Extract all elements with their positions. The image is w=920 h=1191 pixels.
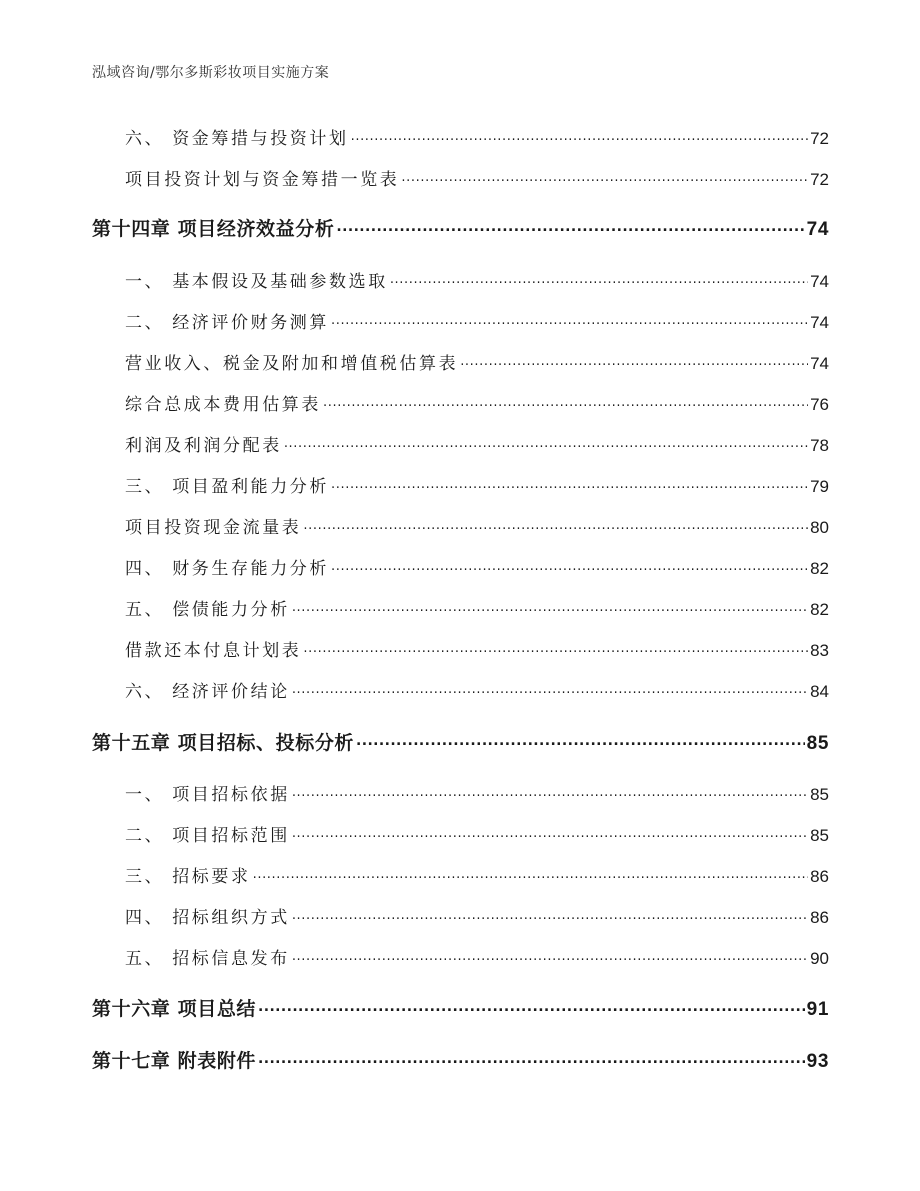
toc-entry-page: 79 bbox=[810, 477, 829, 496]
toc-entry[interactable] bbox=[125, 349, 829, 374]
toc-chapter-label: 第十六章 项目总结 bbox=[92, 998, 257, 1020]
toc-entry[interactable] bbox=[125, 677, 829, 702]
toc-entry-page: 84 bbox=[810, 682, 829, 701]
dot-leader bbox=[292, 824, 808, 841]
toc-chapter-label: 第十四章 项目经济效益分析 bbox=[92, 218, 335, 240]
toc-entry-label: 项目投资计划与资金筹措一览表 bbox=[125, 170, 400, 190]
toc-entry[interactable] bbox=[125, 472, 829, 497]
toc-entry-label: 项目投资现金流量表 bbox=[125, 518, 302, 538]
toc-entry-label: 三、 项目盈利能力分析 bbox=[125, 477, 330, 497]
dot-leader bbox=[258, 1048, 805, 1067]
toc-chapter-label: 第十七章 附表附件 bbox=[92, 1050, 257, 1072]
toc-entry-label: 综合总成本费用估算表 bbox=[125, 395, 321, 415]
toc-entry[interactable] bbox=[125, 903, 829, 928]
toc-entry[interactable] bbox=[125, 431, 829, 456]
dot-leader bbox=[331, 311, 808, 328]
toc-entry-label: 五、 招标信息发布 bbox=[125, 949, 290, 969]
dot-leader bbox=[460, 352, 808, 369]
toc-entry-page: 83 bbox=[810, 641, 829, 660]
toc-entry-label: 五、 偿债能力分析 bbox=[125, 600, 290, 620]
toc-chapter-page: 85 bbox=[806, 733, 829, 754]
toc-chapter[interactable] bbox=[92, 728, 829, 755]
toc-entry-page: 82 bbox=[810, 559, 829, 578]
toc-entry-label: 四、 财务生存能力分析 bbox=[125, 559, 330, 579]
dot-leader bbox=[390, 270, 808, 287]
toc-entry-page: 76 bbox=[810, 395, 829, 414]
toc-entry-label: 一、 项目招标依据 bbox=[125, 785, 290, 805]
toc-entry-label: 一、 基本假设及基础参数选取 bbox=[125, 272, 388, 292]
toc-entry-page: 74 bbox=[810, 272, 829, 291]
dot-leader bbox=[303, 516, 808, 533]
dot-leader bbox=[253, 865, 808, 882]
toc-entry-label: 四、 招标组织方式 bbox=[125, 908, 290, 928]
dot-leader bbox=[292, 783, 808, 800]
dot-leader bbox=[331, 557, 808, 574]
toc-entry[interactable] bbox=[125, 944, 829, 969]
dot-leader bbox=[336, 216, 804, 235]
toc-entry-page: 72 bbox=[810, 170, 829, 189]
toc-chapter-page: 91 bbox=[806, 999, 829, 1020]
dot-leader bbox=[284, 434, 808, 451]
toc-entry-page: 74 bbox=[810, 313, 829, 332]
toc-entry-page: 78 bbox=[810, 436, 829, 455]
toc-entry-label: 三、 招标要求 bbox=[125, 867, 251, 887]
toc-entry-page: 86 bbox=[810, 908, 829, 927]
toc-chapter[interactable] bbox=[92, 1046, 829, 1073]
toc-chapter-page: 74 bbox=[806, 219, 829, 240]
page-header: 泓域咨询/鄂尔多斯彩妆项目实施方案 bbox=[92, 65, 330, 81]
dot-leader bbox=[351, 127, 808, 144]
dot-leader bbox=[292, 598, 808, 615]
dot-leader bbox=[258, 996, 805, 1015]
toc-entry[interactable] bbox=[125, 308, 829, 333]
toc-entry[interactable] bbox=[125, 554, 829, 579]
toc-entry[interactable] bbox=[125, 390, 829, 415]
dot-leader bbox=[401, 168, 808, 185]
dot-leader bbox=[303, 639, 808, 656]
toc-chapter-label: 第十五章 项目招标、投标分析 bbox=[92, 732, 355, 754]
dot-leader bbox=[323, 393, 808, 410]
toc-entry-page: 72 bbox=[810, 129, 829, 148]
dot-leader bbox=[292, 947, 808, 964]
toc-entry[interactable] bbox=[125, 165, 829, 190]
toc-entry[interactable] bbox=[125, 267, 829, 292]
toc-entry-label: 二、 项目招标范围 bbox=[125, 826, 290, 846]
toc-entry-page: 86 bbox=[810, 867, 829, 886]
dot-leader bbox=[292, 906, 808, 923]
toc-entry-label: 利润及利润分配表 bbox=[125, 436, 282, 456]
toc-chapter[interactable] bbox=[92, 994, 829, 1021]
dot-leader bbox=[356, 730, 805, 749]
dot-leader bbox=[331, 475, 808, 492]
toc-chapter[interactable] bbox=[92, 214, 829, 241]
toc-entry-page: 82 bbox=[810, 600, 829, 619]
toc-entry[interactable] bbox=[125, 636, 829, 661]
toc-entry[interactable] bbox=[125, 124, 829, 149]
toc-entry-page: 90 bbox=[810, 949, 829, 968]
toc-entry-page: 80 bbox=[810, 518, 829, 537]
toc-entry-label: 二、 经济评价财务测算 bbox=[125, 313, 330, 333]
toc-entry-label: 六、 经济评价结论 bbox=[125, 682, 290, 702]
toc-entry[interactable] bbox=[125, 780, 829, 805]
toc-entry-label: 营业收入、税金及附加和增值税估算表 bbox=[125, 354, 459, 374]
toc-entry-page: 74 bbox=[810, 354, 829, 373]
toc-entry[interactable] bbox=[125, 862, 829, 887]
toc-entry-label: 借款还本付息计划表 bbox=[125, 641, 302, 661]
toc-entry[interactable] bbox=[125, 513, 829, 538]
toc-entry-page: 85 bbox=[810, 785, 829, 804]
toc-entry-label: 六、 资金筹措与投资计划 bbox=[125, 129, 349, 149]
dot-leader bbox=[292, 680, 808, 697]
toc-entry[interactable] bbox=[125, 821, 829, 846]
toc-entry-page: 85 bbox=[810, 826, 829, 845]
toc-chapter-page: 93 bbox=[806, 1051, 829, 1072]
toc-entry[interactable] bbox=[125, 595, 829, 620]
